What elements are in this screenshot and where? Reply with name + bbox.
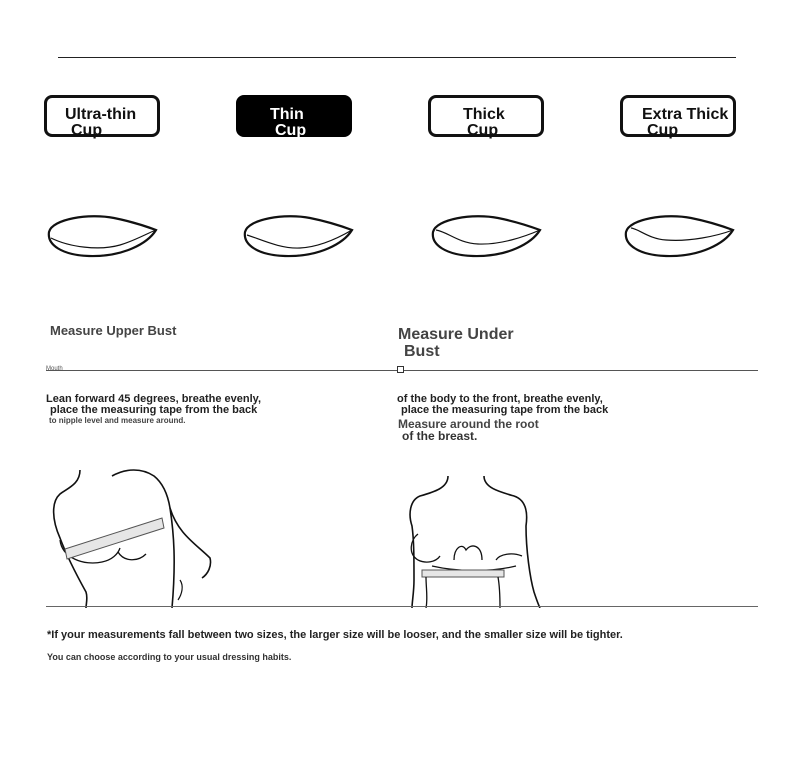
tab-label-line2: Cup <box>71 122 103 139</box>
tab-ultra-thin-cup[interactable] <box>44 95 160 137</box>
under-bust-instruction-2: place the measuring tape from the back <box>401 404 609 416</box>
tab-label-line2: Cup <box>467 122 499 139</box>
thick-cup-illustration <box>428 205 544 265</box>
under-bust-instruction-4: of the breast. <box>402 429 478 443</box>
size-note: *If your measurements fall between two sizes, the larger size will be looser, and the smaller size will be tighter. <box>47 629 623 641</box>
upper-bust-instruction-2: place the measuring tape from the back <box>50 404 258 416</box>
divider-marker <box>397 366 404 373</box>
under-bust-instruction-3: Measure around the root <box>398 417 539 431</box>
top-divider <box>58 57 736 58</box>
under-bust-instruction-1: of the body to the front, breathe evenly, <box>397 393 603 405</box>
tab-label-line2: Cup <box>647 122 679 139</box>
upper-bust-instruction-3: to nipple level and measure around. <box>49 416 186 425</box>
bottom-divider <box>46 606 758 607</box>
upper-bust-heading: Measure Upper Bust <box>50 323 177 338</box>
tab-thick-cup[interactable] <box>428 95 544 137</box>
tab-label-line1: Thick <box>463 106 505 123</box>
under-bust-heading-line2: Bust <box>404 343 440 360</box>
tab-extra-thick-cup[interactable] <box>620 95 736 137</box>
tab-label-line2: Cup <box>275 122 307 139</box>
upper-bust-instruction-1: Lean forward 45 degrees, breathe evenly, <box>46 393 261 405</box>
tab-label-line1: Thin <box>270 106 304 123</box>
dressing-habits-note: You can choose according to your usual dressing habits. <box>47 652 292 662</box>
under-bust-figure-illustration <box>404 470 550 608</box>
thin-cup-illustration <box>240 205 356 265</box>
tab-label-line1: Ultra-thin <box>65 106 137 123</box>
under-bust-heading: Measure Under <box>398 326 514 343</box>
extra-thick-cup-illustration <box>621 205 737 265</box>
tab-thin-cup[interactable] <box>236 95 352 137</box>
upper-bust-figure-illustration <box>46 462 226 608</box>
tab-label-line1: Extra Thick <box>642 106 729 123</box>
mouth-label: Mouth <box>46 366 63 372</box>
ultra-thin-cup-illustration <box>44 205 160 265</box>
